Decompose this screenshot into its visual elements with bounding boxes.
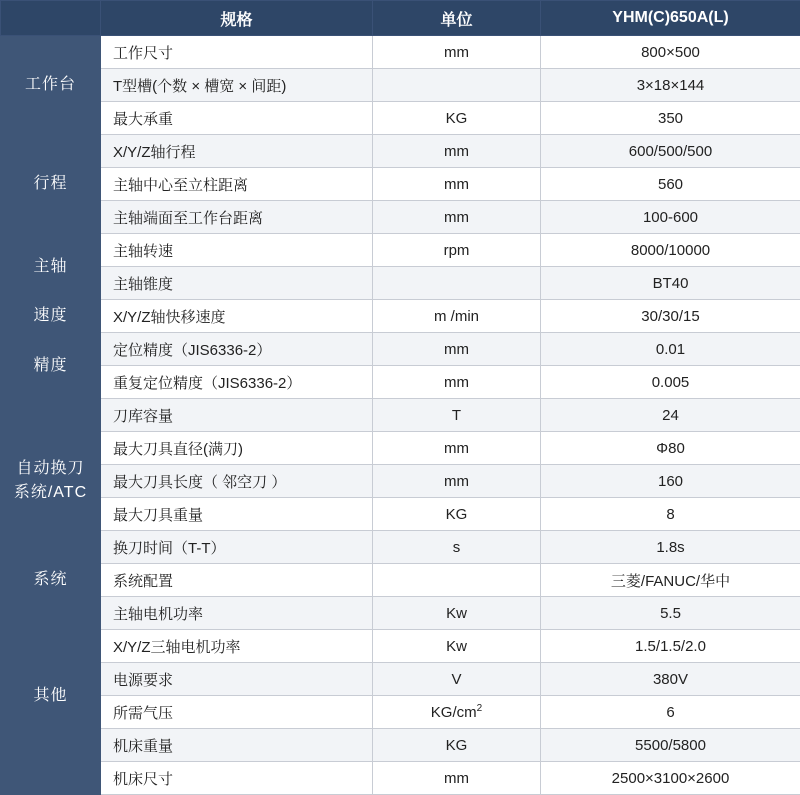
spec-value: 30/30/15 bbox=[541, 300, 800, 333]
spec-item: 定位精度（JIS6336-2） bbox=[101, 333, 373, 366]
spec-unit: mm bbox=[373, 333, 541, 366]
spec-item: 刀库容量 bbox=[101, 399, 373, 432]
spec-item: 电源要求 bbox=[101, 663, 373, 696]
spec-item: X/Y/Z轴快移速度 bbox=[101, 300, 373, 333]
spec-unit: T bbox=[373, 399, 541, 432]
spec-unit bbox=[373, 267, 541, 300]
table-row bbox=[1, 762, 800, 795]
spec-value: 350 bbox=[541, 102, 800, 135]
spec-item: 重复定位精度（JIS6336-2） bbox=[101, 366, 373, 399]
table-row bbox=[1, 201, 800, 234]
spec-item: 机床尺寸 bbox=[101, 762, 373, 795]
table-row bbox=[1, 135, 800, 168]
group-label-spindle: 主轴 bbox=[1, 234, 101, 300]
spec-value: 560 bbox=[541, 168, 800, 201]
spec-item: 主轴中心至立柱距离 bbox=[101, 168, 373, 201]
group-label-travel: 行程 bbox=[1, 135, 101, 234]
table-header bbox=[1, 1, 800, 36]
table-row bbox=[1, 564, 800, 597]
spec-unit: m /min bbox=[373, 300, 541, 333]
table-row bbox=[1, 663, 800, 696]
spec-value: 160 bbox=[541, 465, 800, 498]
header-row bbox=[1, 1, 800, 36]
header-group bbox=[1, 1, 101, 36]
spec-unit: mm bbox=[373, 135, 541, 168]
spec-value: 0.01 bbox=[541, 333, 800, 366]
spec-value: 8 bbox=[541, 498, 800, 531]
spec-item: 机床重量 bbox=[101, 729, 373, 762]
spec-item: X/Y/Z轴行程 bbox=[101, 135, 373, 168]
spec-item: 最大刀具重量 bbox=[101, 498, 373, 531]
group-label-atc bbox=[1, 399, 101, 564]
spec-item: T型槽(个数 × 槽宽 × 间距) bbox=[101, 69, 373, 102]
spec-unit-superscript: 2 bbox=[477, 703, 483, 714]
spec-unit: mm bbox=[373, 432, 541, 465]
group-label-atc-line1: 自动换刀 bbox=[1, 457, 100, 481]
table-row bbox=[1, 696, 800, 729]
table-row bbox=[1, 366, 800, 399]
table-row bbox=[1, 498, 800, 531]
spec-item: 最大刀具长度（ 邻空刀 ） bbox=[101, 465, 373, 498]
spec-value: 0.005 bbox=[541, 366, 800, 399]
spec-value: 5500/5800 bbox=[541, 729, 800, 762]
spec-unit: mm bbox=[373, 465, 541, 498]
spec-item: 所需气压 bbox=[101, 696, 373, 729]
spec-unit-base: KG/cm bbox=[431, 704, 477, 721]
table-row bbox=[1, 531, 800, 564]
spec-item: 主轴端面至工作台距离 bbox=[101, 201, 373, 234]
spec-item: 最大承重 bbox=[101, 102, 373, 135]
spec-item: 主轴电机功率 bbox=[101, 597, 373, 630]
spec-value: 100-600 bbox=[541, 201, 800, 234]
spec-unit: mm bbox=[373, 168, 541, 201]
spec-item: 工作尺寸 bbox=[101, 36, 373, 69]
table-row bbox=[1, 300, 800, 333]
header-unit: 单位 bbox=[373, 1, 541, 36]
table-row bbox=[1, 630, 800, 663]
table-row bbox=[1, 69, 800, 102]
table-row bbox=[1, 333, 800, 366]
spec-unit: V bbox=[373, 663, 541, 696]
spec-value: 1.8s bbox=[541, 531, 800, 564]
spec-value: 3×18×144 bbox=[541, 69, 800, 102]
spec-unit: KG bbox=[373, 729, 541, 762]
group-label-other: 其他 bbox=[1, 597, 101, 795]
spec-unit: rpm bbox=[373, 234, 541, 267]
spec-unit: s bbox=[373, 531, 541, 564]
spec-unit: Kw bbox=[373, 630, 541, 663]
table-row bbox=[1, 267, 800, 300]
spec-item: 系统配置 bbox=[101, 564, 373, 597]
spec-unit: KG bbox=[373, 102, 541, 135]
spec-unit: mm bbox=[373, 366, 541, 399]
table-row bbox=[1, 432, 800, 465]
spec-item: 换刀时间（T-T） bbox=[101, 531, 373, 564]
group-label-system: 系统 bbox=[1, 564, 101, 597]
table-row bbox=[1, 168, 800, 201]
spec-value: 5.5 bbox=[541, 597, 800, 630]
table-row bbox=[1, 36, 800, 69]
spec-unit: mm bbox=[373, 762, 541, 795]
spec-item: 主轴转速 bbox=[101, 234, 373, 267]
spec-value: 1.5/1.5/2.0 bbox=[541, 630, 800, 663]
spec-unit: KG bbox=[373, 498, 541, 531]
spec-value: 600/500/500 bbox=[541, 135, 800, 168]
spec-value: Φ80 bbox=[541, 432, 800, 465]
spec-value: 380V bbox=[541, 663, 800, 696]
spec-item: 主轴锥度 bbox=[101, 267, 373, 300]
spec-unit: mm bbox=[373, 201, 541, 234]
spec-item: 最大刀具直径(满刀) bbox=[101, 432, 373, 465]
group-label-worktable: 工作台 bbox=[1, 36, 101, 135]
group-label-accuracy: 精度 bbox=[1, 333, 101, 399]
table-row bbox=[1, 102, 800, 135]
table-row bbox=[1, 597, 800, 630]
table-row bbox=[1, 465, 800, 498]
spec-value: BT40 bbox=[541, 267, 800, 300]
spec-unit: Kw bbox=[373, 597, 541, 630]
spec-item: X/Y/Z三轴电机功率 bbox=[101, 630, 373, 663]
table-row bbox=[1, 234, 800, 267]
spec-unit bbox=[373, 69, 541, 102]
spec-value: 8000/10000 bbox=[541, 234, 800, 267]
spec-unit: mm bbox=[373, 36, 541, 69]
table-row bbox=[1, 399, 800, 432]
spec-value: 2500×3100×2600 bbox=[541, 762, 800, 795]
spec-unit bbox=[373, 696, 541, 729]
table-row bbox=[1, 729, 800, 762]
spec-value: 800×500 bbox=[541, 36, 800, 69]
spec-value: 三菱/FANUC/华中 bbox=[541, 564, 800, 597]
header-value: YHM(C)650A(L) bbox=[541, 1, 800, 36]
spec-unit bbox=[373, 564, 541, 597]
group-label-atc-line2: 系统/ATC bbox=[1, 481, 100, 505]
header-item: 规格 bbox=[101, 1, 373, 36]
table-body bbox=[1, 36, 800, 795]
spec-value: 6 bbox=[541, 696, 800, 729]
group-label-speed: 速度 bbox=[1, 300, 101, 333]
spec-value: 24 bbox=[541, 399, 800, 432]
